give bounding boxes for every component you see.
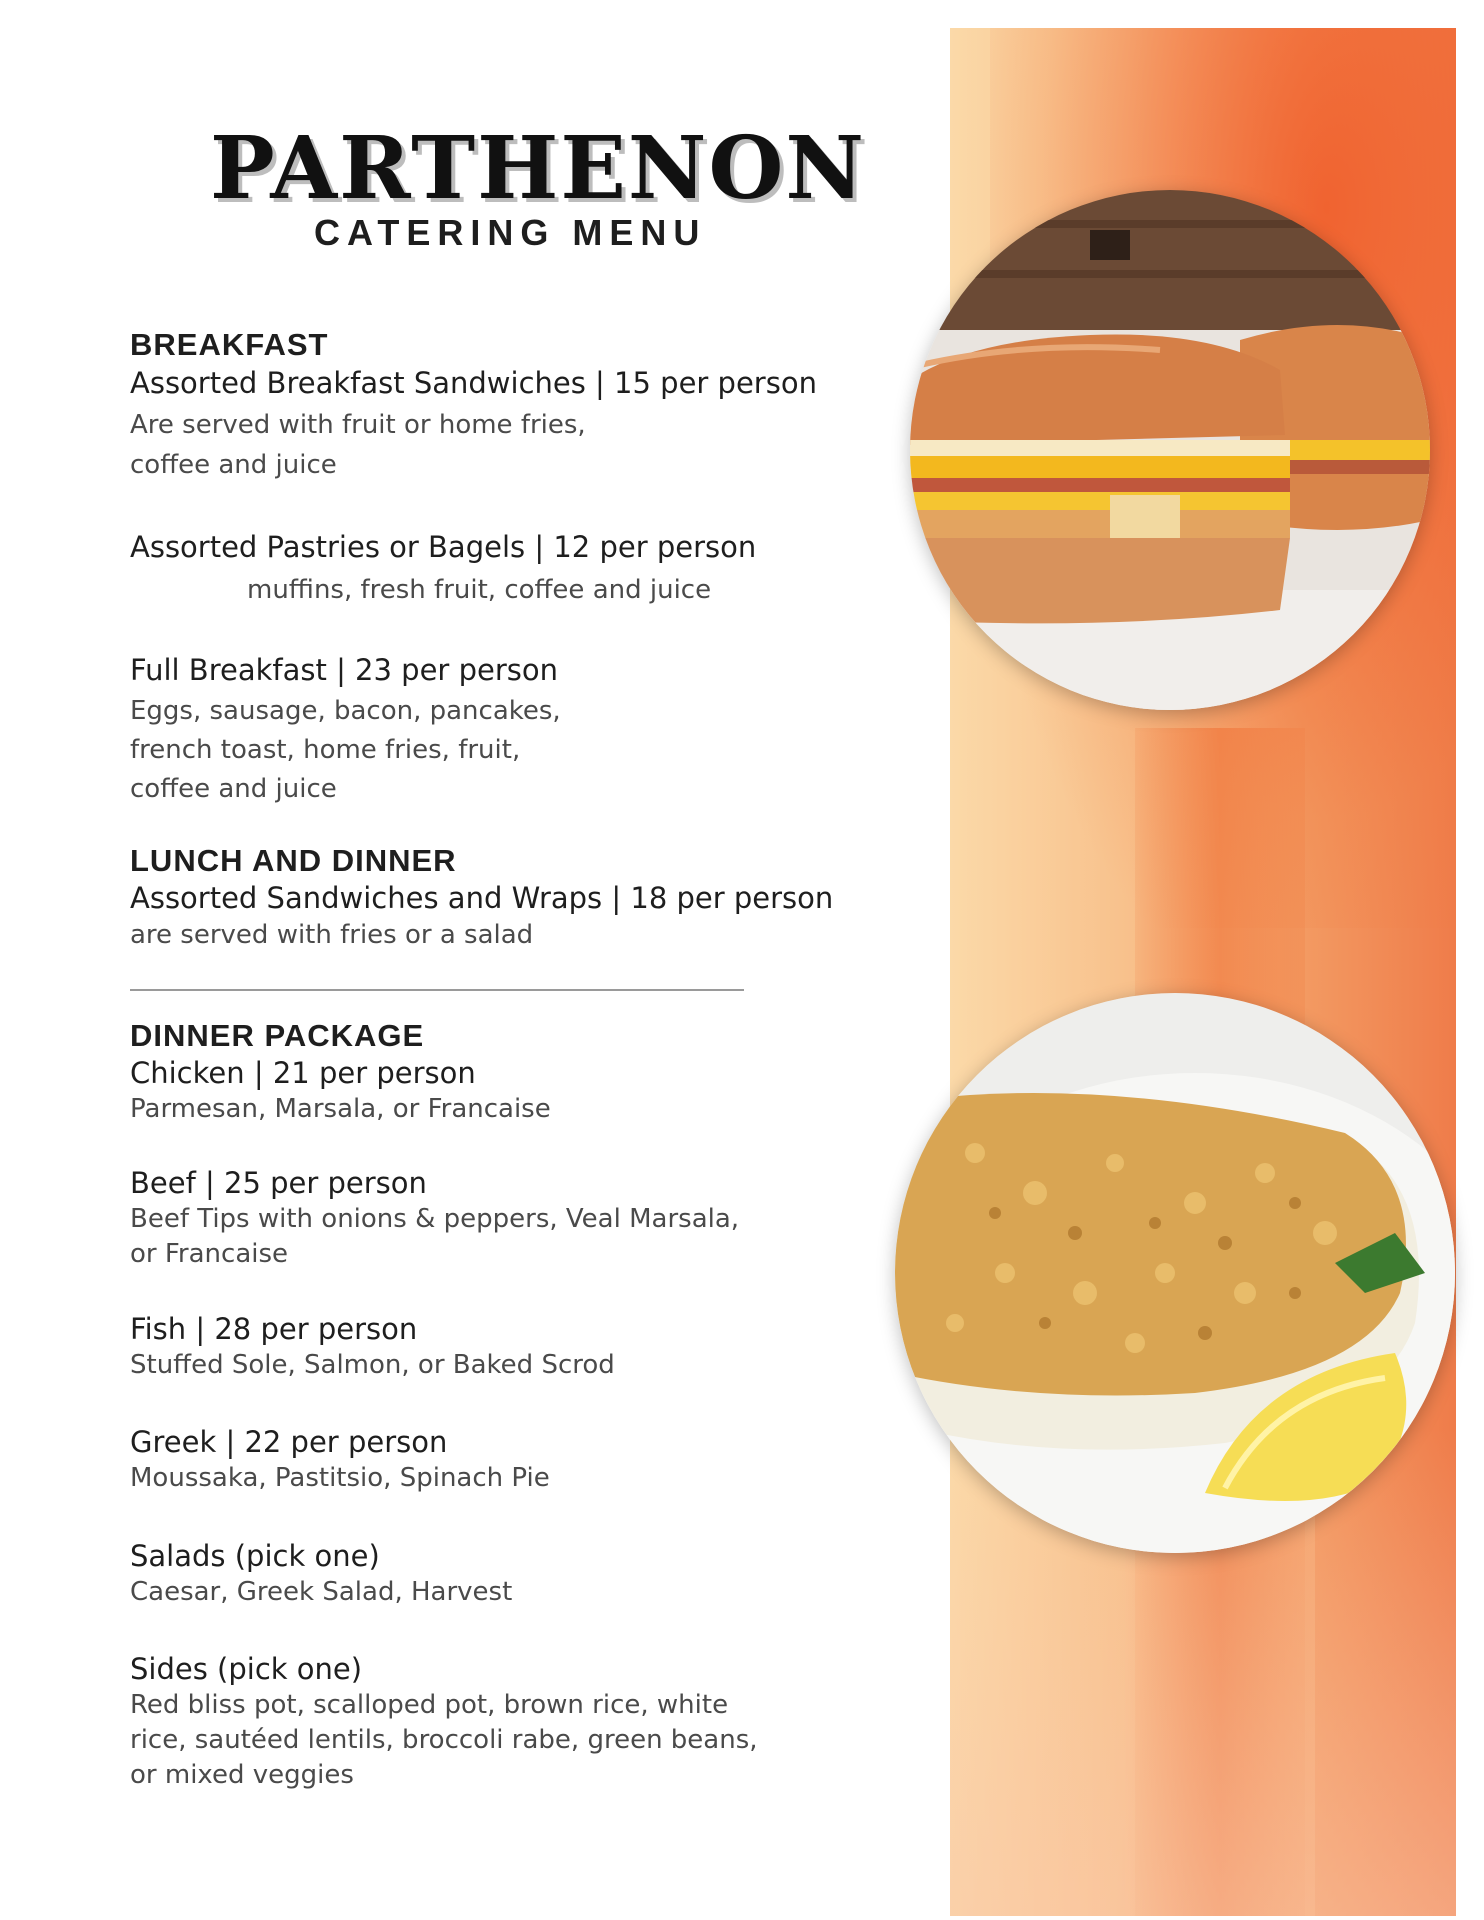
menu-item-name: Chicken | 21 per person <box>130 1056 476 1090</box>
menu-item-desc: Eggs, sausage, bacon, pancakes, <box>130 696 561 726</box>
menu-item-desc: rice, sautéed lentils, broccoli rabe, green beans, <box>130 1725 758 1755</box>
menu-item-name: Salads (pick one) <box>130 1539 380 1573</box>
section-title-breakfast: BREAKFAST <box>130 327 329 362</box>
breakfast-sandwich-photo <box>910 190 1430 710</box>
menu-item-desc: Red bliss pot, scalloped pot, brown rice, white <box>130 1690 729 1720</box>
menu-item-name: Greek | 22 per person <box>130 1425 448 1459</box>
menu-item-desc: coffee and juice <box>130 450 337 480</box>
menu-item-desc: muffins, fresh fruit, coffee and juice <box>247 575 712 605</box>
menu-item-desc: Caesar, Greek Salad, Harvest <box>130 1577 513 1607</box>
menu-item-desc: coffee and juice <box>130 774 337 804</box>
menu-item-name: Fish | 28 per person <box>130 1312 418 1346</box>
menu-item-desc: Beef Tips with onions & peppers, Veal Marsala, <box>130 1204 740 1234</box>
menu-item-desc: french toast, home fries, fruit, <box>130 735 521 765</box>
crumb-topped-fish-photo <box>895 993 1455 1553</box>
menu-item-desc: Stuffed Sole, Salmon, or Baked Scrod <box>130 1350 615 1380</box>
menu-item-name: Assorted Pastries or Bagels | 12 per person <box>130 530 757 564</box>
section-divider <box>130 989 744 991</box>
menu-item-name: Assorted Sandwiches and Wraps | 18 per person <box>130 881 834 915</box>
menu-item-name: Assorted Breakfast Sandwiches | 15 per person <box>130 366 817 400</box>
brand-title: PARTHENON <box>210 118 867 219</box>
menu-item-name: Beef | 25 per person <box>130 1166 427 1200</box>
section-title-lunch: LUNCH AND DINNER <box>130 843 457 878</box>
menu-item-name: Full Breakfast | 23 per person <box>130 653 558 687</box>
menu-item-desc: are served with fries or a salad <box>130 920 534 950</box>
menu-item-desc: Moussaka, Pastitsio, Spinach Pie <box>130 1463 550 1493</box>
menu-item-desc: or mixed veggies <box>130 1760 354 1790</box>
menu-item-desc: Are served with fruit or home fries, <box>130 410 586 440</box>
section-title-dinner: DINNER PACKAGE <box>130 1018 425 1053</box>
menu-item-desc: Parmesan, Marsala, or Francaise <box>130 1094 551 1124</box>
menu-item-desc: or Francaise <box>130 1239 289 1269</box>
menu-item-name: Sides (pick one) <box>130 1652 363 1686</box>
menu-subtitle: CATERING MENU <box>314 212 707 253</box>
